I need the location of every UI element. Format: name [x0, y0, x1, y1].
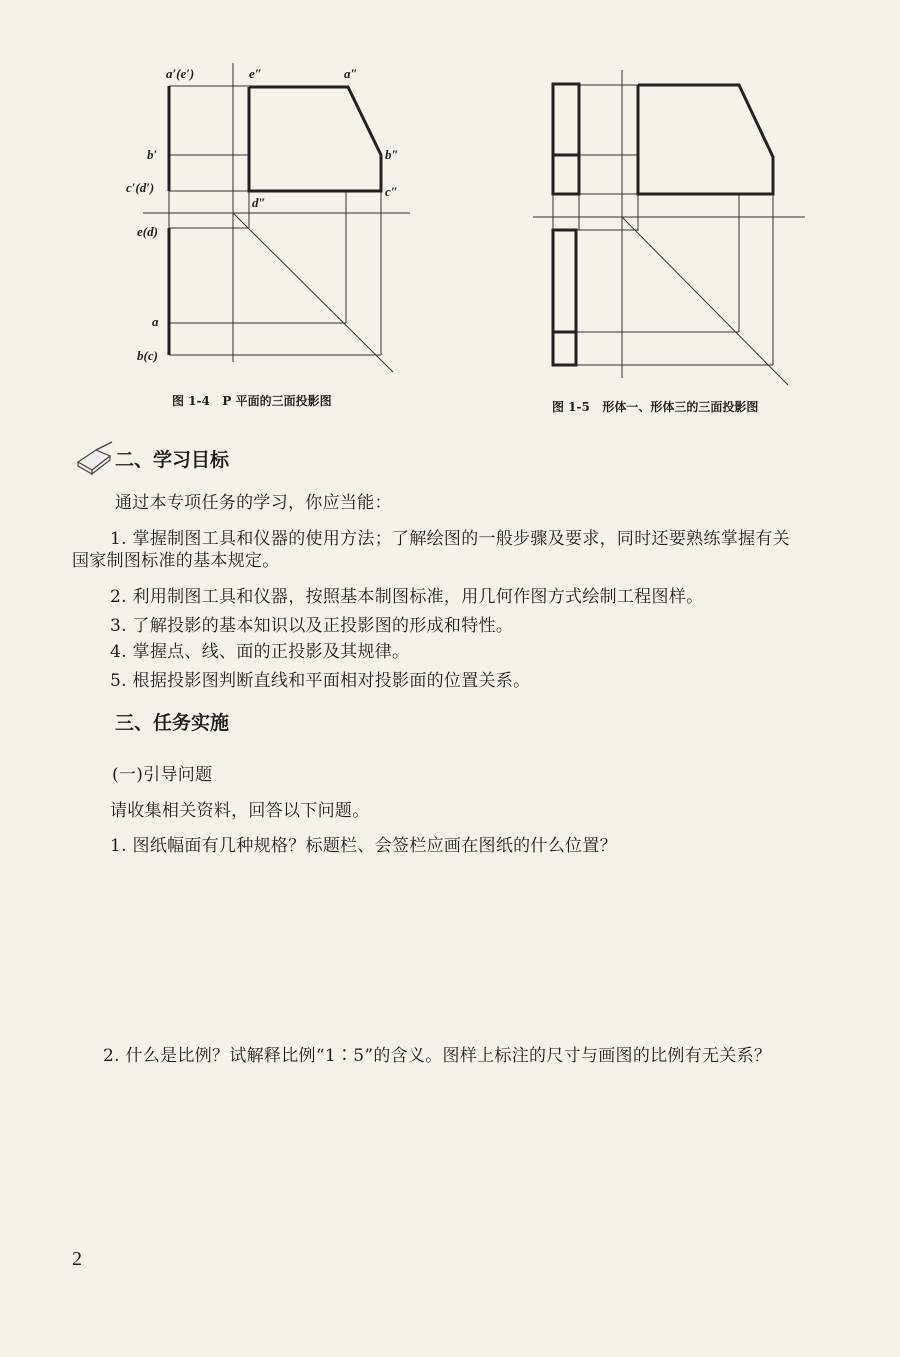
question-item: 1. 图纸幅面有几种规格？标题栏、会签栏应画在图纸的什么位置？ [110, 836, 617, 856]
page-number: 2 [72, 1248, 82, 1270]
objective-item: 1. 掌握制图工具和仪器的使用方法；了解绘图的一般步骤及要求，同时还要熟练掌握有关 [110, 529, 790, 549]
label-e-d: e(d) [137, 224, 158, 239]
objective-item: 3. 了解投影的基本知识以及正投影图的形成和特性。 [110, 616, 514, 636]
label-a: a [152, 314, 159, 329]
label-c-dd: c″ [385, 184, 398, 199]
caption-number: 图 1-5 [552, 400, 590, 414]
label-a-dd: a″ [344, 66, 358, 81]
objective-item: 国家制图标准的基本规定。 [72, 551, 280, 571]
section-2-heading: 二、学习目标 [115, 449, 230, 471]
question-item: 2. 什么是比例？试解释比例“1∶5”的含义。图样上标注的尺寸与画图的比例有无关系？ [103, 1046, 772, 1066]
figure-1-4-drawing [0, 0, 900, 420]
label-d-dd: d″ [252, 195, 266, 210]
label-b-c: b(c) [137, 348, 158, 363]
section-3-intro: 请收集相关资料，回答以下问题。 [110, 801, 370, 821]
label-c-d-prime: c′(d′) [126, 180, 155, 195]
label-b-prime: b′ [147, 147, 158, 162]
caption-number: 图 1-4 [172, 394, 210, 408]
caption-text: P 平面的三面投影图 [222, 394, 332, 408]
section-3-heading: 三、任务实施 [115, 712, 230, 734]
objective-item: 2. 利用制图工具和仪器，按照基本制图标准，用几何作图方式绘制工程图样。 [110, 587, 704, 607]
section-3-subheading: (一)引导问题 [112, 765, 213, 785]
objective-item: 4. 掌握点、线、面的正投影及其规律。 [110, 642, 410, 662]
objective-item: 5. 根据投影图判断直线和平面相对投影面的位置关系。 [110, 671, 531, 691]
figure-1-5-lines [533, 70, 805, 385]
caption-text: 形体一、形体三的三面投影图 [602, 400, 759, 414]
label-e-dd: e″ [249, 66, 262, 81]
label-a-e-prime: a′(e′) [166, 66, 195, 81]
section-2-intro: 通过本专项任务的学习，你应当能： [115, 493, 392, 513]
figure-1-5-caption [552, 398, 758, 415]
figure-1-4-lines [143, 63, 410, 372]
figure-1-4-caption [172, 392, 332, 409]
label-b-dd: b″ [385, 147, 399, 162]
